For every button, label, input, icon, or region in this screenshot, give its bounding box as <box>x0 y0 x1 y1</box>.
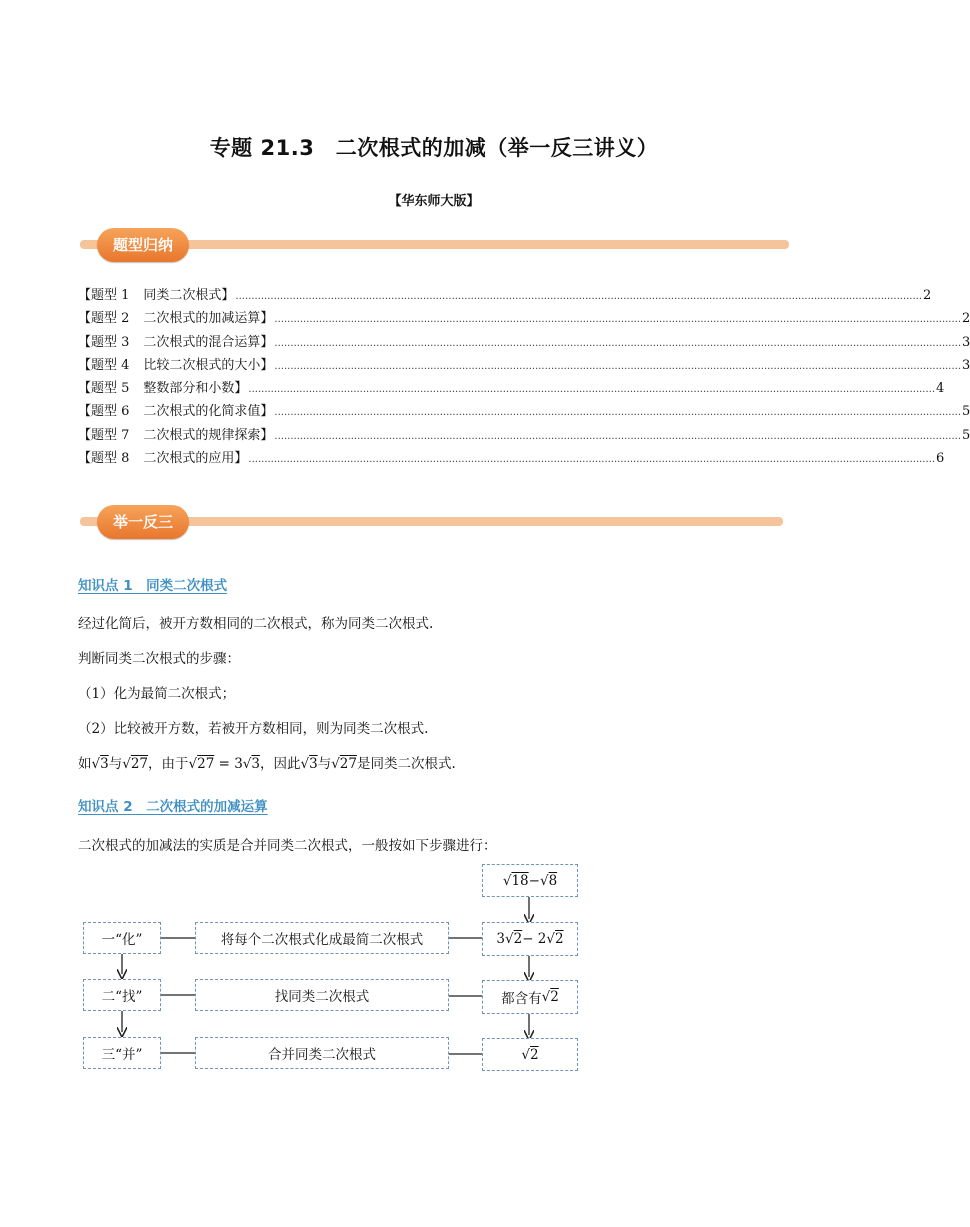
sqrt-expr: √27 <box>122 756 148 772</box>
toc-leader: ........................................................................................................................................................................................................................ <box>274 407 962 419</box>
kp1-step-2: （2）比较被开方数，若被开方数相同，则为同类二次根式. <box>78 721 429 737</box>
kp1-step-1: （1）化为最简二次根式； <box>78 686 236 702</box>
section-pill-practice: 举一反三 <box>97 505 189 539</box>
toc-leader: ........................................................................................................................................................................................................................ <box>235 291 923 302</box>
toc-leader: ........................................................................................................................................................................................................................ <box>248 454 936 466</box>
toc-leader: ........................................................................................................................................................................................................................ <box>248 384 936 396</box>
toc-page: 2 <box>923 288 932 303</box>
toc-label: 【题型 7 二次根式的规律探索】 <box>78 427 274 443</box>
sqrt-expr: √27 <box>331 756 357 772</box>
toc-label: 【题型 3 二次根式的混合运算】 <box>78 334 274 350</box>
toc-leader: ........................................................................................................................................................................................................................ <box>274 337 962 349</box>
flow-action-box: 合并同类二次根式 <box>195 1037 449 1069</box>
page-title: 专题 21.3 二次根式的加减（举一反三讲义） <box>209 136 659 160</box>
kp2-heading: 知识点 2 二次根式的加减运算 <box>78 799 268 815</box>
sqrt-expr: √3 <box>300 756 318 772</box>
toc-leader: ........................................................................................................................................................................................................................ <box>274 314 962 326</box>
kp1-definition: 经过化简后，被开方数相同的二次根式，称为同类二次根式. <box>78 616 434 632</box>
toc-page: 3 <box>962 334 970 350</box>
sqrt-expr: √3 <box>91 756 109 772</box>
flow-step-box: 三“并” <box>83 1037 161 1069</box>
flow-step-box: 一“化” <box>83 922 161 954</box>
section-pill-types: 题型归纳 <box>97 228 189 262</box>
flow-action-box: 将每个二次根式化成最简二次根式 <box>195 922 449 954</box>
kp1-steps-intro: 判断同类二次根式的步骤： <box>78 651 240 667</box>
toc-leader: ........................................................................................................................................................................................................................ <box>274 360 962 372</box>
sqrt-expr: √27 <box>188 756 215 772</box>
flow-example-box: 都含有 √2 <box>482 980 578 1014</box>
toc-label: 【题型 1 同类二次根式】 <box>78 288 235 303</box>
toc-leader: ........................................................................................................................................................................................................................ <box>274 430 962 442</box>
toc-label: 【题型 2 二次根式的加减运算】 <box>78 311 274 327</box>
toc-label: 【题型 6 二次根式的化简求值】 <box>78 404 274 420</box>
kp2-intro: 二次根式的加减法的实质是合并同类二次根式，一般按如下步骤进行： <box>78 838 497 854</box>
flow-example-box: √18 − √8 <box>482 864 578 897</box>
kp1-example: 如√3与√27，由于√27 = 3√3，因此√3与√27是同类二次根式. <box>78 756 456 772</box>
toc-page: 6 <box>936 451 945 467</box>
flow-action-box: 找同类二次根式 <box>195 979 449 1011</box>
toc-page: 4 <box>936 381 945 397</box>
kp1-heading: 知识点 1 同类二次根式 <box>78 578 228 594</box>
toc-page: 5 <box>962 427 970 443</box>
toc-label: 【题型 8 二次根式的应用】 <box>78 451 248 467</box>
flow-example-box: 3 √2 − 2 √2 <box>482 922 578 956</box>
toc-page: 2 <box>962 311 970 327</box>
sqrt-expr: √3 <box>242 756 260 772</box>
toc-label: 【题型 4 比较二次根式的大小】 <box>78 357 274 373</box>
flow-step-box: 二“找” <box>83 979 161 1011</box>
edition-label: 【华东师大版】 <box>388 194 480 209</box>
toc-page: 3 <box>962 357 970 373</box>
toc-label: 【题型 5 整数部分和小数】 <box>78 381 248 397</box>
flow-example-box: √2 <box>482 1038 578 1071</box>
toc-page: 5 <box>962 404 970 420</box>
